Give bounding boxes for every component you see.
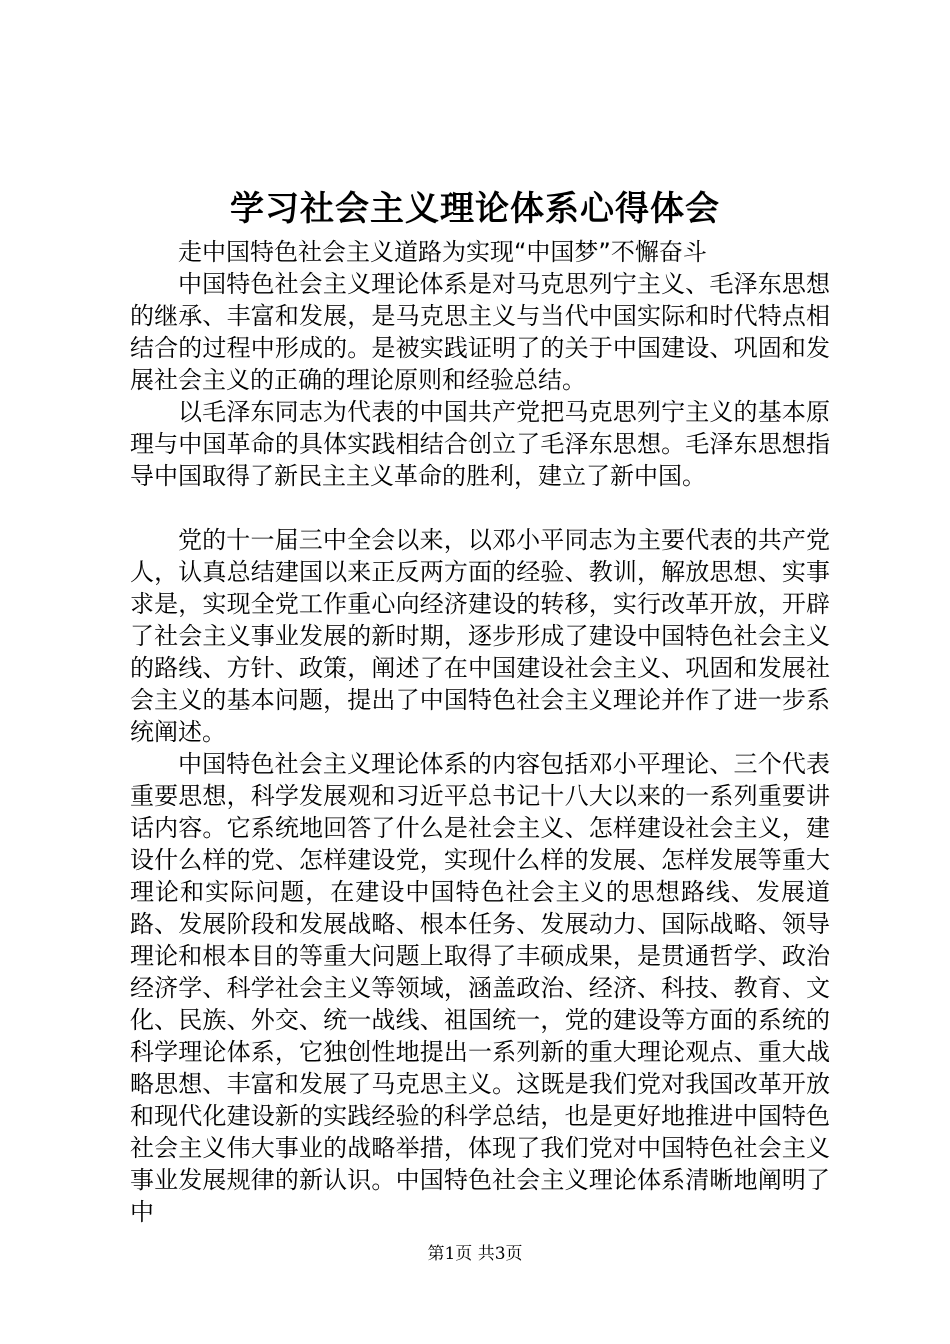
document-subtitle: 走中国特色社会主义道路为实现“中国梦”不懈奋斗 bbox=[178, 238, 707, 266]
paragraph-4: 中国特色社会主义理论体系的内容包括邓小平理论、三个代表重要思想，科学发展观和习近平总书记十八大以来的一系列重要讲话内容。它系统地回答了什么是社会主义、怎样建设社会主义，建设什么样的党、怎样建设党，实现什么样的发展、怎样发展等重大理论和实际问题，在建设中国特色社会主义的思想路线、发展道路、发展阶段和发展战略、根本任务、发展动力、国际战略、领导理论和根本目的等重大问题上取得了丰硕成果，是贯通哲学、政治经济学、科学社会主义等领域，涵盖政治、经济、科技、教育、文化、民族、外交、统一战线、祖国统一，党的建设等方面的系统的科学理论体系，它独创性地提出一系列新的重大理论观点、重大战略思想、丰富和发展了马克思主义。这既是我们党对我国改革开放和现代化建设新的实践经验的科学总结，也是更好地推进中国特色社会主义伟大事业的战略举措，体现了我们党对中国特色社会主义事业发展规律的新认识。中国特色社会主义理论体系清晰地阐明了中 bbox=[130, 750, 830, 1226]
document-title: 学习社会主义理论体系心得体会 bbox=[230, 189, 720, 229]
document-body bbox=[130, 236, 830, 1228]
paragraph-3: 党的十一届三中全会以来，以邓小平同志为主要代表的共产党人，认真总结建国以来正反两方面的经验、教训，解放思想、实事求是，实现全党工作重心向经济建设的转移，实行改革开放，开辟了社会主义事业发展的新时期，逐步形成了建设中国特色社会主义的路线、方针、政策，阐述了在中国建设社会主义、巩固和发展社会主义的基本问题，提出了中国特色社会主义理论并作了进一步系统阐述。 bbox=[130, 526, 830, 746]
page-indicator: 第1页 共3页 bbox=[427, 1244, 523, 1264]
paragraph-spacer bbox=[130, 492, 830, 524]
paragraph-2: 以毛泽东同志为代表的中国共产党把马克思列宁主义的基本原理与中国革命的具体实践相结合创立了毛泽东思想。毛泽东思想指导中国取得了新民主主义革命的胜利，建立了新中国。 bbox=[130, 398, 830, 490]
paragraph-1: 中国特色社会主义理论体系是对马克思列宁主义、毛泽东思想的继承、丰富和发展，是马克思主义与当代中国实际和时代特点相结合的过程中形成的。是被实践证明了的关于中国建设、巩固和发展社会主义的正确的理论原则和经验总结。 bbox=[130, 270, 830, 394]
